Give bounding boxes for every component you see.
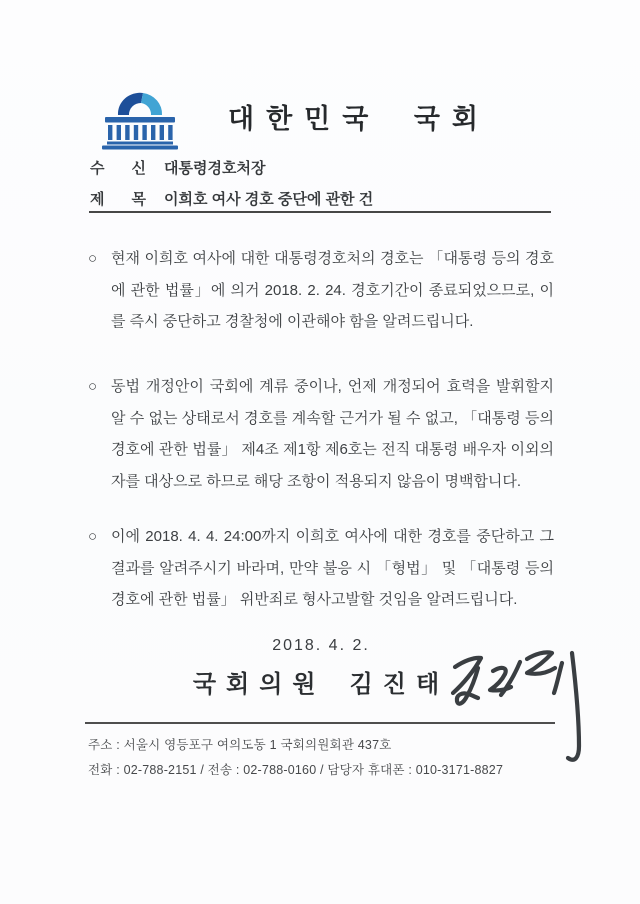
header-divider — [89, 211, 551, 213]
paragraph-text: 현재 이희호 여사에 대한 대통령경호처의 경호는 「대통령 등의 경호에 관한 법률」에 의거 2018. 2. 24. 경호기간이 종료되었으므로, 이를 즉시 중단하고 경찰청에 이관해야 함을 알려드립니다. — [111, 250, 554, 330]
subject-label-b: 목 — [131, 191, 146, 208]
bullet-circle-icon: ○ — [88, 528, 98, 545]
footer-divider — [85, 722, 555, 724]
paragraph — [88, 371, 554, 497]
bullet-circle-icon: ○ — [88, 378, 98, 395]
paragraph-text: 이에 2018. 4. 4. 24:00까지 이희호 여사에 대한 경호를 중단하고 그 결과를 알려주시기 바라며, 만약 불응 시 「형법」 및 「대통령 등의 경호에 관한 법률」 위반죄로 형사고발할 것임을 알려드립니다. — [111, 528, 554, 608]
subject-label-a: 제 — [90, 191, 105, 208]
footer-contact: 전화 : 02-788-2151 / 전송 : 02-788-0160 / 담당자 휴대폰 : 010-3171-8827 — [88, 763, 504, 777]
recipient-label-b: 신 — [131, 160, 146, 177]
paragraph — [88, 521, 554, 616]
org-title: 대한민국 국회 — [228, 104, 490, 134]
closing-date: 2018. 4. 2. — [272, 637, 370, 654]
subject-value: 이희호 여사 경호 중단에 관한 건 — [164, 191, 374, 208]
subject-row — [90, 188, 373, 209]
national-assembly-logo — [88, 88, 192, 150]
recipient-row — [90, 157, 265, 178]
bullet-circle-icon: ○ — [88, 250, 98, 267]
paragraph — [88, 243, 554, 338]
national-assembly-building-icon — [88, 88, 192, 150]
footer-address: 주소 : 서울시 영등포구 여의도동 1 국회의원회관 437호 — [88, 738, 392, 752]
paragraph-text: 동법 개정안이 국회에 계류 중이나, 언제 개정되어 효력을 발휘할지 알 수 없는 상태로서 경호를 계속할 근거가 될 수 없고, 「대통령 등의 경호에 관한 법률」 제4조 제1항 제6호는 전직 대통령 배우자 이외의 자를 대상으로 하므로 해당 조항이 적용되지 않음이 명백합니다. — [111, 378, 554, 490]
recipient-label-a: 수 — [90, 160, 105, 177]
signer-title: 국회의원 — [192, 671, 326, 698]
signer-name: 김진태 — [349, 671, 450, 698]
recipient-value: 대통령경호처장 — [164, 160, 266, 177]
